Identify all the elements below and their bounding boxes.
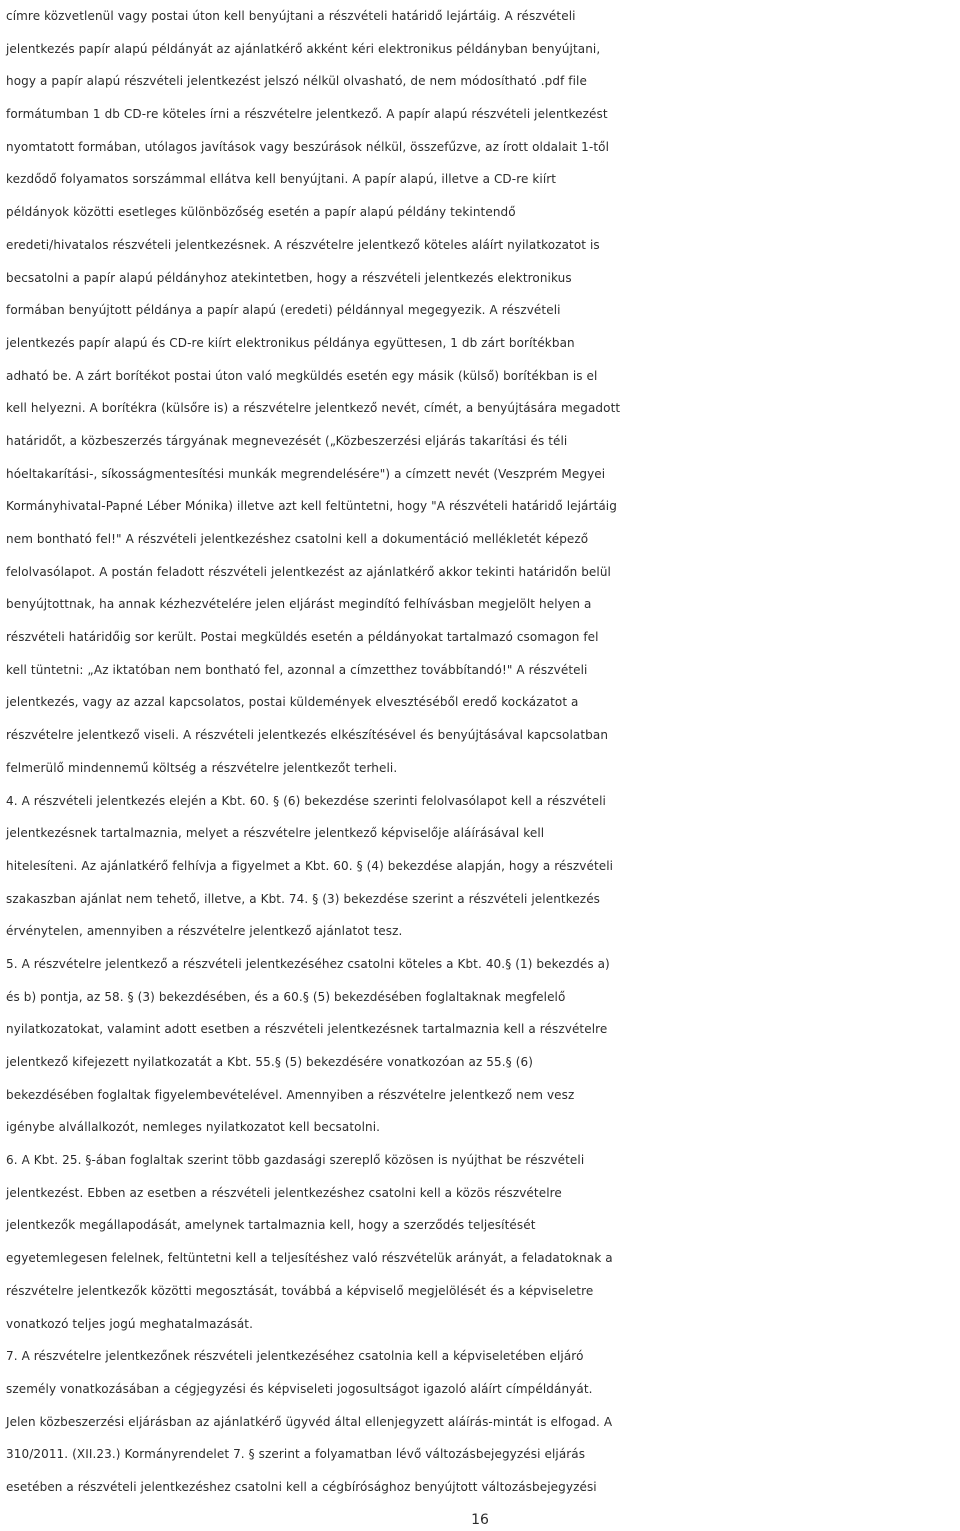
text-line: 7. A részvételre jelentkezőnek részvételi jelentkezéséhez csatolnia kell a képviseletében eljáró xyxy=(6,1349,584,1364)
text-line: jelentkezők megállapodását, amelynek tartalmaznia kell, hogy a szerződés teljesítését xyxy=(6,1218,536,1233)
text-line: jelentkezés papír alapú példányát az ajánlatkérő akként kéri elektronikus példányban benyújtani, xyxy=(6,41,601,56)
text-line: jelentkezés papír alapú és CD-re kiírt elektronikus példánya együttesen, 1 db zárt borítékban xyxy=(6,335,575,350)
text-line: és b) pontja, az 58. § (3) bekezdésében, és a 60.§ (5) bekezdésében foglaltaknak megfelelő xyxy=(6,989,566,1004)
text-line: 310/2011. (XII.23.) Kormányrendelet 7. § szerint a folyamatban lévő változásbejegyzési eljárás xyxy=(6,1447,586,1462)
text-line: jelentkezés, vagy az azzal kapcsolatos, postai küldemények elvesztéséből eredő kockázatot a xyxy=(6,695,579,710)
text-line: vonatkozó teljes jogú meghatalmazását. xyxy=(6,1316,254,1331)
text-line: hogy a papír alapú részvételi jelentkezést jelszó nélkül olvasható, de nem módosítható .pdf file xyxy=(6,74,587,89)
text-line: 4. A részvételi jelentkezés elején a Kbt. 60. § (6) bekezdése szerinti felolvasólapot kell a részvételi xyxy=(6,793,606,808)
text-line: jelentkezésnek tartalmaznia, melyet a részvételre jelentkező képviselője aláírásával kell xyxy=(6,826,545,841)
text-line: esetében a részvételi jelentkezéshez csatolni kell a cégbírósághoz benyújtott változásbejegyzési xyxy=(6,1479,597,1494)
text-line: becsatolni a papír alapú példányhoz atekintetben, hogy a részvételi jelentkezés elektronikus xyxy=(6,270,572,285)
text-line: részvételre jelentkező viseli. A részvételi jelentkezés elkészítésével és benyújtásával kapcsolatban xyxy=(6,728,609,743)
text-line: határidőt, a közbeszerzés tárgyának megnevezését („Közbeszerzési eljárás takarítási és téli xyxy=(6,433,568,448)
text-line: címre közvetlenül vagy postai úton kell benyújtani a részvételi határidő lejártáig. A részvételi xyxy=(6,9,576,23)
text-line: nyilatkozatokat, valamint adott esetben a részvételi jelentkezésnek tartalmaznia kell a részvételre xyxy=(6,1022,608,1037)
text-line: formátumban 1 db CD-re köteles írni a részvételre jelentkező. A papír alapú részvételi jelentkezést xyxy=(6,107,608,122)
text-line: nem bontható fel!" A részvételi jelentkezéshez csatolni kell a dokumentáció mellékletét képező xyxy=(6,532,589,546)
text-line: kell tüntetni: „Az iktatóban nem bontható fel, azonnal a címzetthez továbbítandó!" A részvételi xyxy=(6,662,588,677)
document-body xyxy=(6,0,956,1504)
text-line: formában benyújtott példánya a papír alapú (eredeti) példánnyal megegyezik. A részvételi xyxy=(6,303,561,318)
text-line: felolvasólapot. A postán feladott részvételi jelentkezést az ajánlatkérő akkor tekinti határidőn belül xyxy=(6,564,611,579)
text-line: részvételi határidőig sor került. Postai megküldés esetén a példányokat tartalmazó csomagon fel xyxy=(6,630,599,645)
text-line: Kormányhivatal-Papné Léber Mónika) illetve azt kell feltüntetni, hogy "A részvételi határidő lejártáig xyxy=(6,499,617,514)
text-line: hitelesíteni. Az ajánlatkérő felhívja a figyelmet a Kbt. 60. § (4) bekezdése alapján, hogy a részvételi xyxy=(6,858,614,873)
text-line: személy vonatkozásában a cégjegyzési és képviseleti jogosultságot igazoló aláírt címpéldányát. xyxy=(6,1381,593,1396)
text-line: adható be. A zárt borítékot postai úton való megküldés esetén egy másik (külső) borítékban is el xyxy=(6,368,598,383)
text-line: érvénytelen, amennyiben a részvételre jelentkező ajánlatot tesz. xyxy=(6,924,403,939)
text-line: felmerülő mindennemű költség a részvételre jelentkezőt terheli. xyxy=(6,760,398,775)
text-line: igénybe alvállalkozót, nemleges nyilatkozatot kell becsatolni. xyxy=(6,1120,381,1135)
text-line: 5. A részvételre jelentkező a részvételi jelentkezéséhez csatolni köteles a Kbt. 40.§ (1) bekezdés a) xyxy=(6,956,610,971)
text-line: jelentkező kifejezett nyilatkozatát a Kbt. 55.§ (5) bekezdésére vonatkozóan az 55.§ (6) xyxy=(6,1055,533,1069)
text-line: szakaszban ajánlat nem tehető, illetve, a Kbt. 74. § (3) bekezdése szerint a részvételi jelentkezés xyxy=(6,891,601,906)
page-number: 16 xyxy=(471,1512,489,1528)
text-line: példányok közötti esetleges különbözőség esetén a papír alapú példány tekintendő xyxy=(6,205,516,220)
text-line: benyújtottnak, ha annak kézhezvételére jelen eljárást megindító felhívásban megjelölt helyen a xyxy=(6,597,592,612)
text-line: Jelen közbeszerzési eljárásban az ajánlatkérő ügyvéd által ellenjegyzett aláírás-mintát is elfogad. A xyxy=(6,1414,613,1429)
text-line: nyomtatott formában, utólagos javítások vagy beszúrások nélkül, összefűzve, az írott oldalait 1-től xyxy=(6,139,610,154)
text-line: jelentkezést. Ebben az esetben a részvételi jelentkezéshez csatolni kell a közös részvételre xyxy=(6,1185,562,1200)
text-line: részvételre jelentkezők közötti megosztását, továbbá a képviselő megjelölését és a képviseletre xyxy=(6,1283,594,1298)
text-line: bekezdésében foglaltak figyelembevételével. Amennyiben a részvételre jelentkező nem vesz xyxy=(6,1087,575,1102)
text-line: hóeltakarítási-, síkosságmentesítési munkák megrendelésére") a címzett nevét (Veszprém Megyei xyxy=(6,466,606,481)
text-line: kezdődő folyamatos sorszámmal ellátva kell benyújtani. A papír alapú, illetve a CD-re kiírt xyxy=(6,172,557,187)
text-line: 6. A Kbt. 25. §-ában foglaltak szerint több gazdasági szereplő közösen is nyújthat be részvételi xyxy=(6,1153,585,1168)
text-line: eredeti/hivatalos részvételi jelentkezésnek. A részvételre jelentkező köteles aláírt nyilatkozatot is xyxy=(6,237,600,252)
text-line: egyetemlegesen felelnek, feltüntetni kell a teljesítéshez való részvételük arányát, a feladatoknak a xyxy=(6,1251,613,1266)
text-line: kell helyezni. A borítékra (külsőre is) a részvételre jelentkező nevét, címét, a benyújtására megadott xyxy=(6,401,621,416)
